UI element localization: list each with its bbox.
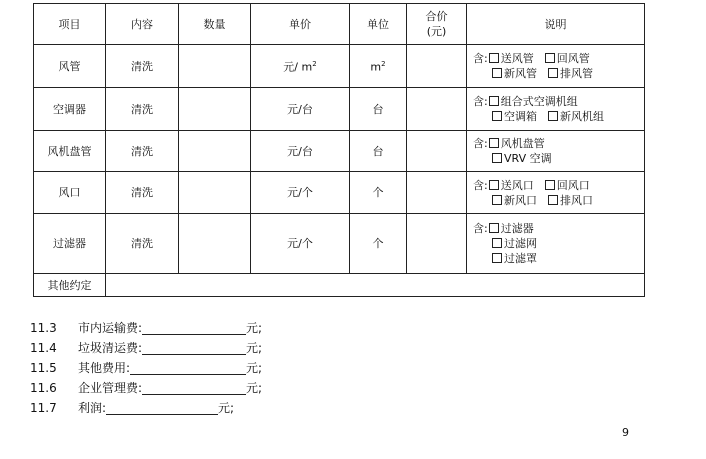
header-note: 说明 (467, 4, 645, 45)
row-unit-price: 元/台 (251, 131, 350, 172)
option-label: 新风口 (504, 193, 537, 207)
fee-label: 其他费用: (78, 361, 131, 375)
header-unit: 单位 (350, 4, 407, 45)
header-item: 项目 (34, 4, 106, 45)
row-unit: 台 (350, 88, 407, 131)
row-unit-price (251, 45, 350, 88)
row-quantity (179, 45, 251, 88)
header-unit-price: 单价 (251, 4, 350, 45)
option-label: VRV 空调 (504, 152, 552, 165)
fee-suffix: 元; (246, 381, 263, 395)
row-note (467, 88, 645, 131)
header-total-label: 合价 (425, 10, 448, 23)
option-label: 回风管 (556, 52, 590, 65)
table-row (34, 172, 645, 214)
option-label: 回风口 (556, 178, 590, 192)
price-table (33, 3, 645, 297)
table-row (34, 214, 645, 274)
fee-list (30, 318, 262, 418)
fee-label: 利润: (78, 401, 107, 415)
fee-number: 11.6 (30, 381, 57, 395)
checkbox[interactable] (492, 238, 502, 248)
row-unit (350, 45, 407, 88)
checkbox[interactable] (489, 53, 499, 63)
option-label: 排风口 (560, 193, 593, 207)
header-total-unit: (元) (426, 25, 447, 38)
row-unit-price: 元/个 (251, 214, 350, 274)
row-content: 清洗 (106, 88, 179, 131)
row-unit-price: 元/台 (251, 88, 350, 131)
table-header-row (34, 4, 645, 45)
checkbox[interactable] (545, 180, 555, 190)
option-label: 过滤罩 (504, 252, 537, 265)
row-unit: 个 (350, 214, 407, 274)
row-quantity (179, 88, 251, 131)
row-content: 清洗 (106, 214, 179, 274)
row-total (407, 214, 467, 274)
table-row (34, 88, 645, 131)
note-prefix: 含: (473, 95, 488, 108)
row-total (407, 131, 467, 172)
row-total (407, 88, 467, 131)
checkbox[interactable] (492, 195, 502, 205)
fee-number: 11.5 (30, 361, 57, 375)
checkbox[interactable] (489, 96, 499, 106)
unit-price-sup: 2 (312, 60, 317, 69)
unit-sup: 2 (381, 60, 386, 69)
fee-suffix: 元; (246, 361, 263, 375)
other-value[interactable] (106, 274, 645, 297)
header-total (407, 4, 467, 45)
note-prefix: 含: (473, 137, 488, 150)
checkbox[interactable] (489, 180, 499, 190)
row-content: 清洗 (106, 172, 179, 214)
option-label: 过滤网 (504, 237, 537, 250)
fee-blank[interactable] (142, 341, 246, 355)
header-content: 内容 (106, 4, 179, 45)
table-row-other (34, 274, 645, 297)
row-content: 清洗 (106, 45, 179, 88)
row-note (467, 214, 645, 274)
row-note (467, 172, 645, 214)
fee-number: 11.3 (30, 321, 57, 335)
other-label: 其他约定 (34, 274, 106, 297)
option-label: 空调箱 (504, 110, 537, 123)
option-label: 送风口 (500, 178, 534, 192)
row-unit: 个 (350, 172, 407, 214)
note-prefix: 含: (473, 52, 488, 65)
row-total (407, 172, 467, 214)
fee-line (30, 358, 262, 378)
checkbox[interactable] (548, 68, 558, 78)
note-prefix: 含: (473, 222, 488, 235)
row-quantity (179, 172, 251, 214)
option-label: 新风管 (504, 67, 537, 80)
row-unit: 台 (350, 131, 407, 172)
row-item: 风管 (34, 45, 106, 88)
checkbox[interactable] (489, 138, 499, 148)
fee-blank[interactable] (130, 361, 246, 375)
checkbox[interactable] (492, 68, 502, 78)
table-row (34, 45, 645, 88)
checkbox[interactable] (492, 111, 502, 121)
fee-suffix: 元; (218, 401, 235, 415)
page-number: 9 (622, 426, 629, 439)
fee-blank[interactable] (142, 381, 246, 395)
option-label: 过滤器 (500, 222, 534, 235)
row-quantity (179, 131, 251, 172)
checkbox[interactable] (489, 223, 499, 233)
option-label: 组合式空调机组 (500, 95, 578, 108)
option-label: 风机盘管 (500, 137, 545, 150)
checkbox[interactable] (545, 53, 555, 63)
row-total (407, 45, 467, 88)
fee-blank[interactable] (142, 321, 246, 335)
fee-blank[interactable] (106, 401, 218, 415)
fee-label: 垃圾清运费: (78, 341, 143, 355)
option-label: 送风管 (500, 52, 534, 65)
note-prefix: 含: (473, 178, 488, 192)
fee-label: 企业管理费: (78, 381, 143, 395)
fee-suffix: 元; (246, 321, 263, 335)
checkbox[interactable] (548, 195, 558, 205)
fee-line (30, 398, 262, 418)
unit-price-text: 元/ m (283, 60, 313, 74)
checkbox[interactable] (548, 111, 558, 121)
fee-line (30, 318, 262, 338)
row-unit-price: 元/个 (251, 172, 350, 214)
option-label: 排风管 (560, 67, 593, 80)
fee-number: 11.7 (30, 401, 57, 415)
fee-number: 11.4 (30, 341, 57, 355)
option-label: 新风机组 (560, 110, 604, 123)
fee-label: 市内运输费: (78, 321, 143, 335)
checkbox[interactable] (492, 253, 502, 263)
row-content: 清洗 (106, 131, 179, 172)
row-item: 风口 (34, 172, 106, 214)
fee-line (30, 378, 262, 398)
fee-line (30, 338, 262, 358)
row-note (467, 131, 645, 172)
row-quantity (179, 214, 251, 274)
row-item: 风机盘管 (34, 131, 106, 172)
header-quantity: 数量 (179, 4, 251, 45)
row-item: 空调器 (34, 88, 106, 131)
unit-text: m (370, 60, 382, 74)
table-row (34, 131, 645, 172)
row-item: 过滤器 (34, 214, 106, 274)
checkbox[interactable] (492, 153, 502, 163)
fee-suffix: 元; (246, 341, 263, 355)
row-note (467, 45, 645, 88)
